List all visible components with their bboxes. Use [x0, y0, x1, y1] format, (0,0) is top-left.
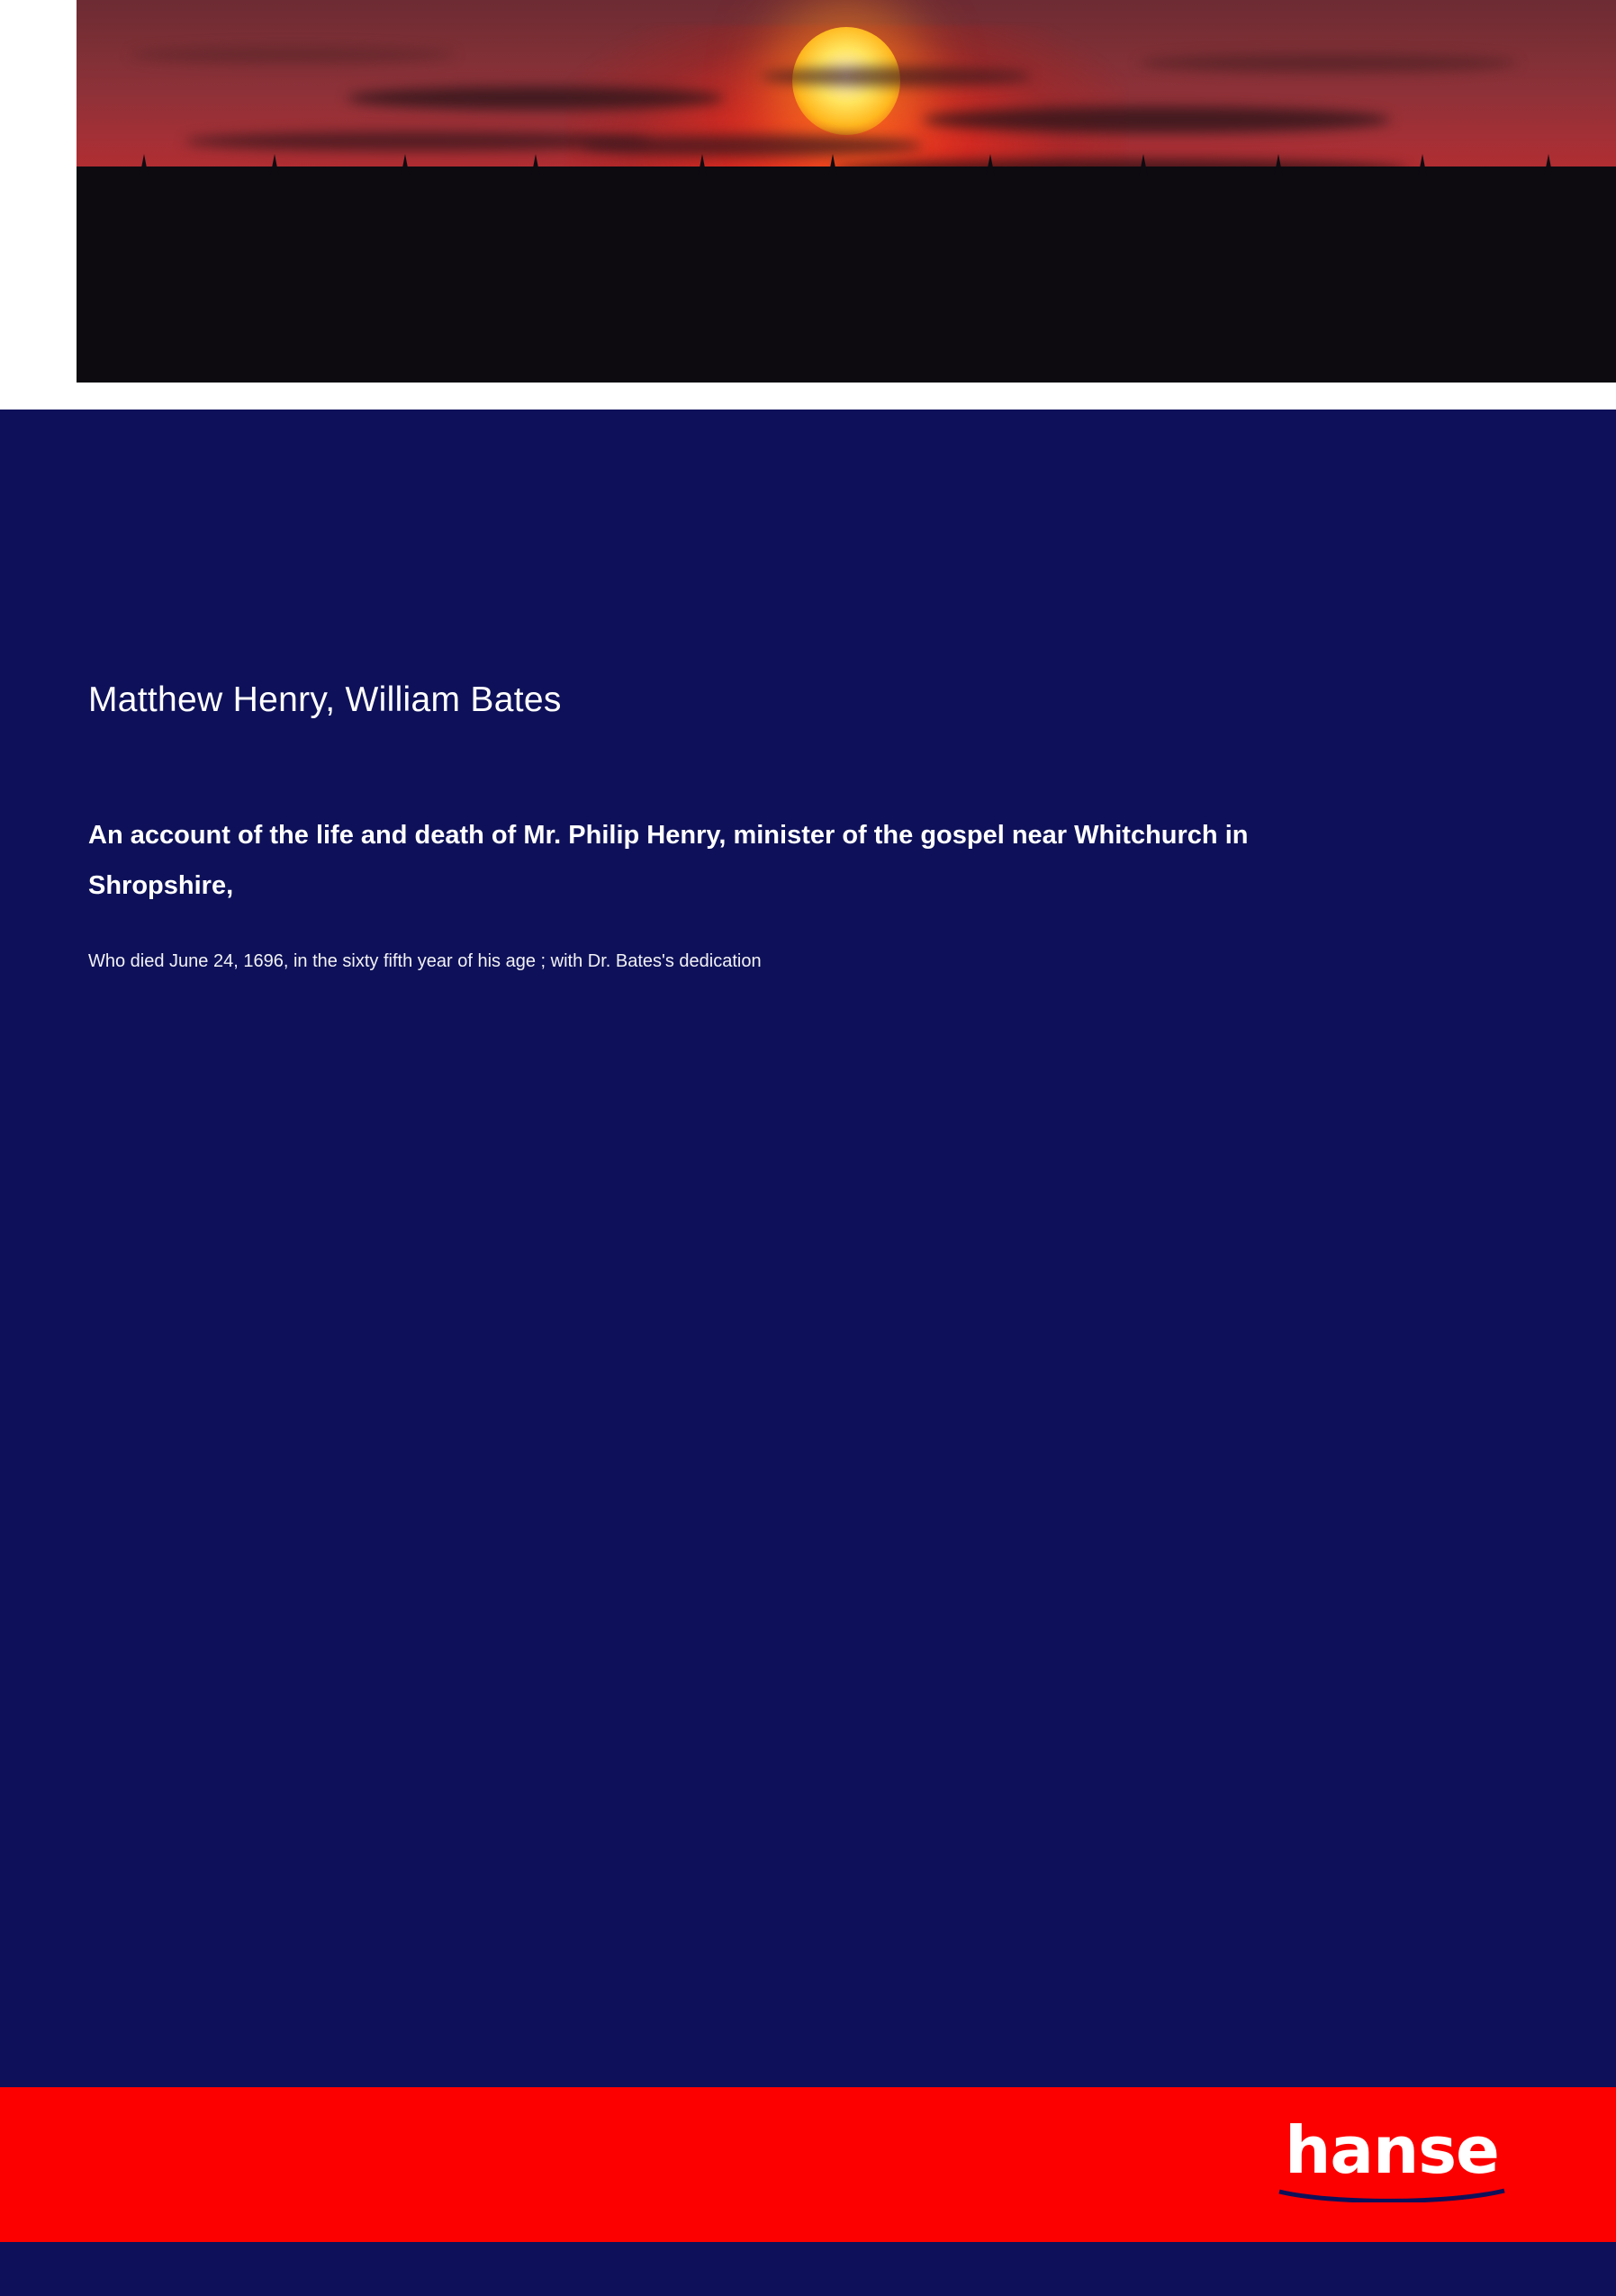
publisher-name: hanse	[1285, 2112, 1499, 2188]
book-subtitle: Who died June 24, 1696, in the sixty fifth year of his age ; with Dr. Bates's dedication	[88, 950, 762, 971]
cloud-streak	[131, 47, 455, 63]
bottom-navy-strip	[0, 2242, 1616, 2296]
cover-body	[0, 410, 1616, 2087]
book-title: An account of the life and death of Mr. Philip Henry, minister of the gospel near Whitchurch in Shropshire,	[88, 820, 1249, 901]
cloud-streak	[761, 67, 1031, 86]
publisher-band	[0, 2087, 1616, 2242]
author-name: Matthew Henry, William Bates	[88, 680, 562, 719]
cover-text-block	[88, 680, 1466, 975]
publisher-logo	[1277, 2112, 1506, 2207]
treeline-silhouette	[77, 167, 1616, 383]
cloud-streak	[1139, 54, 1517, 72]
sunset-sky	[77, 0, 1616, 383]
cover-image	[77, 0, 1616, 383]
cloud-streak	[347, 86, 725, 110]
hanse-swoosh-icon	[1277, 2188, 1506, 2202]
cloud-streak	[923, 106, 1391, 133]
